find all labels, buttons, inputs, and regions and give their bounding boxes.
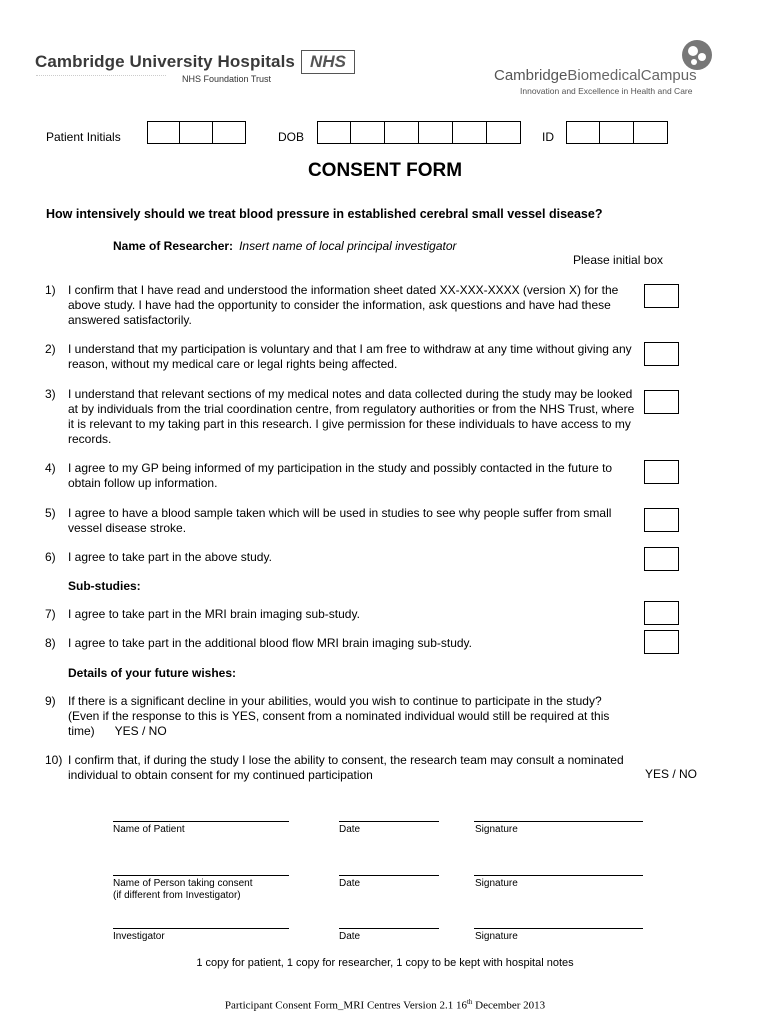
signature-label-3: Signature xyxy=(475,931,518,942)
id-label: ID xyxy=(542,130,554,144)
future-wishes-heading: Details of your future wishes: xyxy=(68,666,237,680)
consent-item-5: 5) I agree to have a blood sample taken which will be used in studies to see why people suffer from small vessel disease stroke. xyxy=(45,506,612,535)
study-question: How intensively should we treat blood pressure in established cerebral small vessel disease? xyxy=(46,207,603,221)
initial-box-7[interactable] xyxy=(644,601,679,625)
consent-item-6: 6) I agree to take part in the above study. xyxy=(45,550,272,564)
researcher-name: Insert name of local principal investigator xyxy=(239,239,457,253)
investigator-date-line[interactable] xyxy=(339,928,439,929)
consent-item-4: 4) I agree to my GP being informed of my participation in the study and possibly contacted in the future to obtain follow up information. xyxy=(45,461,613,490)
initial-box-6[interactable] xyxy=(644,547,679,571)
initial-box-2[interactable] xyxy=(644,342,679,366)
campus-tagline: Innovation and Excellence in Health and Care xyxy=(520,86,693,96)
hospital-name: Cambridge University Hospitals xyxy=(35,52,295,71)
date-label-2: Date xyxy=(339,878,361,889)
initial-box-header: Please initial box xyxy=(573,253,664,267)
consent-item-8: 8) I agree to take part in the additional blood flow MRI brain imaging sub-study. xyxy=(45,636,473,650)
signature-label-1: Signature xyxy=(475,824,518,835)
patient-initials-label: Patient Initials xyxy=(46,130,121,144)
date-label-3: Date xyxy=(339,931,361,942)
person-taking-consent-label: Name of Person taking consent (if different from Investigator) xyxy=(113,878,253,901)
initial-box-4[interactable] xyxy=(644,460,679,484)
patient-name-line[interactable] xyxy=(113,821,289,822)
consent-taker-date-line[interactable] xyxy=(339,875,439,876)
nhs-logo: NHS xyxy=(301,50,355,74)
initial-box-3[interactable] xyxy=(644,390,679,414)
investigator-name-line[interactable] xyxy=(113,928,289,929)
sub-studies-heading: Sub-studies: xyxy=(68,579,141,593)
form-title: CONSENT FORM xyxy=(307,160,463,181)
patient-date-line[interactable] xyxy=(339,821,439,822)
id-boxes[interactable] xyxy=(566,121,668,144)
dob-boxes[interactable] xyxy=(317,121,521,144)
trust-name: NHS Foundation Trust xyxy=(182,74,272,84)
initial-box-8[interactable] xyxy=(644,630,679,654)
consent-taker-name-line[interactable] xyxy=(113,875,289,876)
initial-box-5[interactable] xyxy=(644,508,679,532)
initial-box-1[interactable] xyxy=(644,284,679,308)
consent-item-10: 10) I confirm that, if during the study I lose the ability to consent, the research team may consult a nominated individual to obtain consent for my continued participation xyxy=(45,753,624,782)
consent-item-2: 2) I understand that my participation is voluntary and that I am free to withdraw at any time without giving any reason, without my medical care or legal rights being affected. xyxy=(45,342,632,371)
dob-label: DOB xyxy=(278,130,305,144)
consent-item-3: 3) I understand that relevant sections of my medical notes and data collected during the study may be looked at by individuals from the trial coordination centre, from regulatory authorities or from the NHS Trust, where it is relevant to my taking part in this research. I give permission for these individuals to have access to my records. xyxy=(45,387,635,446)
date-label-1: Date xyxy=(339,824,361,835)
patient-signature-line[interactable] xyxy=(474,821,643,822)
consent-item-7: 7) I agree to take part in the MRI brain imaging sub-study. xyxy=(45,607,360,621)
signature-label-2: Signature xyxy=(475,878,518,889)
investigator-label: Investigator xyxy=(113,931,165,942)
researcher-line: Name of Researcher: Insert name of local principal investigator xyxy=(113,239,457,253)
yes-no-right[interactable]: YES / NO xyxy=(645,767,698,781)
consent-taker-signature-line[interactable] xyxy=(474,875,643,876)
consent-item-1: 1) I confirm that I have read and understood the information sheet dated XX-XXX-XXXX (version X) for the above study. I have had the opportunity to consider the information, ask questions and have had these answered satisfactorily. xyxy=(45,283,619,327)
campus-name: CambridgeBiomedicalCampus xyxy=(494,67,697,84)
patient-initials-boxes[interactable] xyxy=(147,121,246,144)
yes-no-inline[interactable]: YES / NO xyxy=(114,724,167,738)
copies-note: 1 copy for patient, 1 copy for researcher, 1 copy to be kept with hospital notes xyxy=(196,957,574,969)
investigator-signature-line[interactable] xyxy=(474,928,643,929)
consent-item-9: 9) If there is a significant decline in your abilities, would you wish to continue to participate in the study? (Even if the response to this is YES, consent from a nominated individual would still be required at this time) YES / NO xyxy=(45,694,610,738)
footer-version: Participant Consent Form_MRI Centres Version 2.1 16th December 2013 xyxy=(224,998,546,1012)
header-divider xyxy=(36,75,166,81)
name-of-patient-label: Name of Patient xyxy=(113,824,185,835)
